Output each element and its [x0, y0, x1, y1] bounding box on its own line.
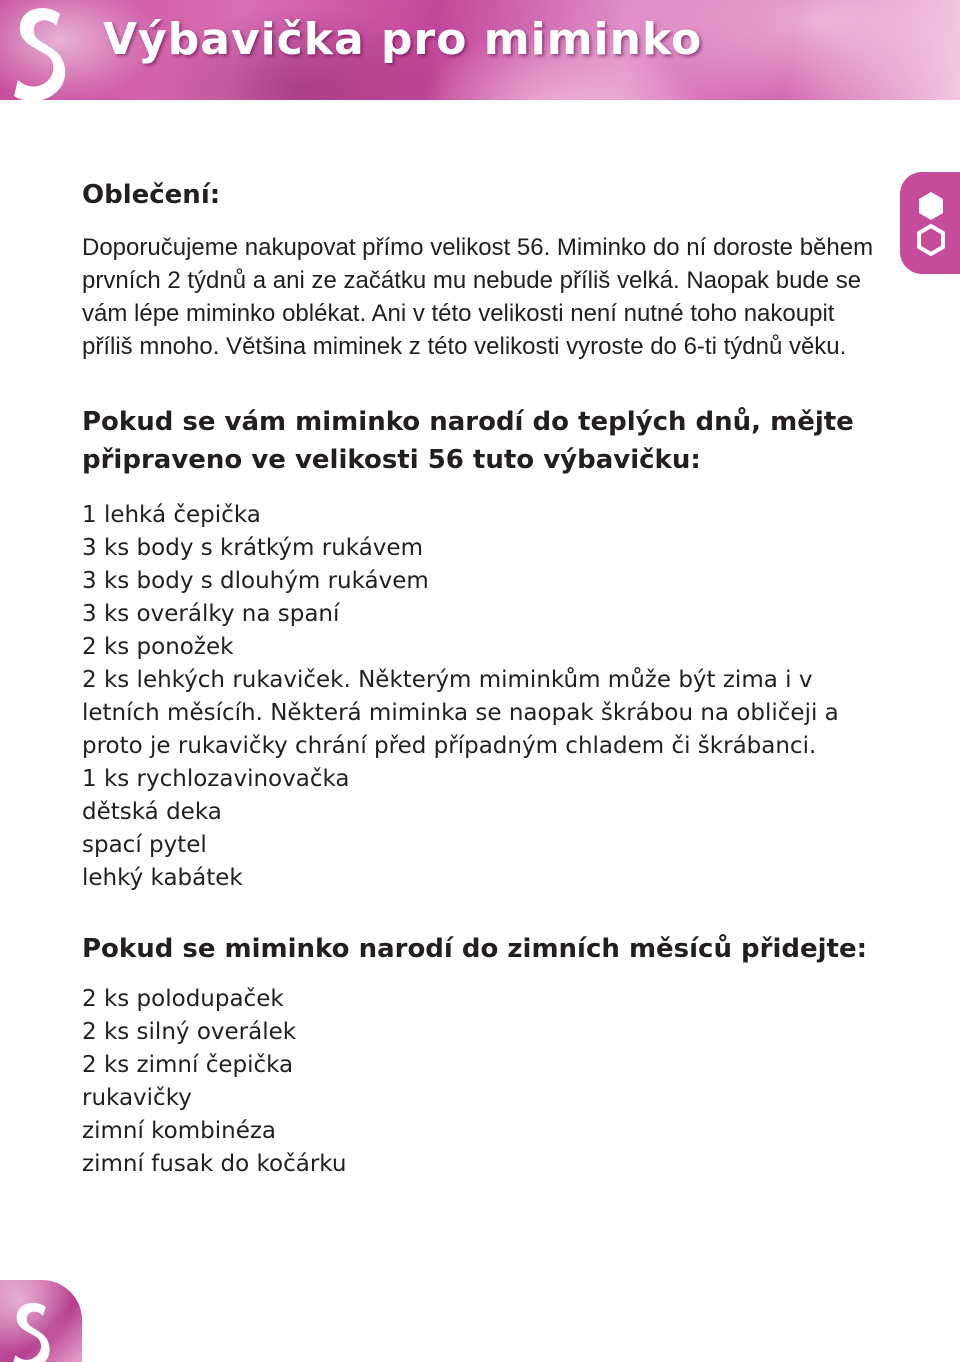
clothing-heading: Oblečení:	[82, 180, 221, 210]
warm-weather-heading: Pokud se vám miminko narodí do teplých dnů, mějte připraveno ve velikosti 56 tuto výbavičku:	[82, 407, 854, 475]
list-item: 3 ks body s krátkým rukávem	[82, 535, 423, 561]
winter-heading: Pokud se miminko narodí do zimních měsíců přidejte:	[82, 934, 867, 964]
list-item: 2 ks ponožek	[82, 634, 234, 660]
list-item: 1 ks rychlozavinovačka	[82, 766, 350, 792]
list-item: dětská deka	[82, 799, 222, 825]
stylized-s-logo-icon	[6, 1294, 58, 1362]
footer-logo	[0, 1280, 82, 1362]
list-item: 2 ks lehkých rukaviček. Některým miminkům může být zima i v letních měsícíh. Některá miminka se naopak škrábou na obličeji a proto je rukavičky chrání před případným chladem či škrábanci.	[82, 667, 839, 759]
main-content	[82, 175, 882, 1181]
winter-items-list	[82, 983, 882, 1181]
list-item: 2 ks silný overálek	[82, 1019, 297, 1045]
hexagon-pair-icon	[916, 190, 946, 256]
page-title: Výbavička pro miminko	[103, 14, 703, 65]
list-item: lehký kabátek	[82, 865, 243, 891]
list-item: 3 ks body s dlouhým rukávem	[82, 568, 429, 594]
list-item: zimní kombinéza	[82, 1118, 277, 1144]
warm-items-list	[82, 499, 882, 895]
side-tab	[900, 172, 960, 274]
list-item: zimní fusak do kočárku	[82, 1151, 347, 1177]
list-item: 3 ks overálky na spaní	[82, 601, 340, 627]
header-banner	[0, 0, 960, 100]
list-item: spací pytel	[82, 832, 207, 858]
stylized-s-logo-icon	[8, 0, 74, 100]
list-item: 2 ks polodupaček	[82, 986, 284, 1012]
list-item: rukavičky	[82, 1085, 192, 1111]
list-item: 2 ks zimní čepička	[82, 1052, 294, 1078]
list-item: 1 lehká čepička	[82, 502, 261, 528]
intro-paragraph: Doporučujeme nakupovat přímo velikost 56. Miminko do ní doroste během prvních 2 týdnů a ani ze začátku mu nebude příliš velká. Naopak bude se vám lépe miminko oblékat. Ani v této velikosti není nutné toho nakoupit příliš mnoho. Většina miminek z této velikosti vyroste do 6-ti týdnů věku.	[82, 234, 874, 360]
